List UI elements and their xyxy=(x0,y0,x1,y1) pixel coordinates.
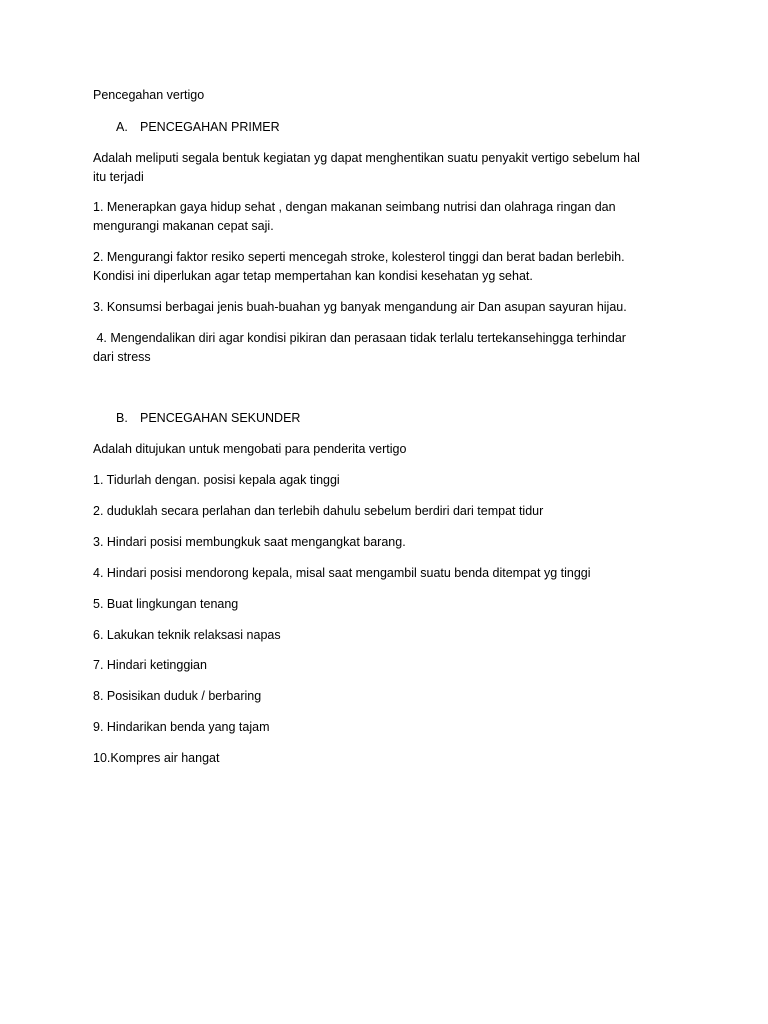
primer-item-1-line: 1. Menerapkan gaya hidup sehat , dengan makanan seimbang nutrisi dan olahraga ringan dan xyxy=(93,200,616,214)
document-title: Pencegahan vertigo xyxy=(93,88,205,102)
primer-item-4-line: dari stress xyxy=(93,350,151,364)
sekunder-item: 7. Hindari ketinggian xyxy=(93,658,207,672)
sekunder-item: 9. Hindarikan benda yang tajam xyxy=(93,720,270,734)
sekunder-item: 8. Posisikan duduk / berbaring xyxy=(93,689,262,703)
primer-item-3-line: 3. Konsumsi berbagai jenis buah-buahan yg banyak mengandung air Dan asupan sayuran hijau. xyxy=(93,300,627,314)
sekunder-item: 3. Hindari posisi membungkuk saat mengangkat barang. xyxy=(93,535,406,549)
sekunder-item: 6. Lakukan teknik relaksasi napas xyxy=(93,628,281,642)
primer-item-2-line: 2. Mengurangi faktor resiko seperti mencegah stroke, kolesterol tinggi dan berat badan berlebih. xyxy=(93,250,625,264)
section-b-intro: Adalah ditujukan untuk mengobati para penderita vertigo xyxy=(93,442,407,456)
section-a-intro-line: Adalah meliputi segala bentuk kegiatan yg dapat menghentikan suatu penyakit vertigo sebelum hal xyxy=(93,151,640,165)
section-a-intro-line: itu terjadi xyxy=(93,170,144,184)
sekunder-item: 1. Tidurlah dengan. posisi kepala agak tinggi xyxy=(93,473,340,487)
primer-item-4-line: 4. Mengendalikan diri agar kondisi pikiran dan perasaan tidak terlalu tertekansehingga terhindar xyxy=(93,331,626,345)
section-a-marker: A. xyxy=(116,120,128,134)
section-a-title: PENCEGAHAN PRIMER xyxy=(140,120,280,134)
sekunder-item: 5. Buat lingkungan tenang xyxy=(93,597,239,611)
primer-item-2-line: Kondisi ini diperlukan agar tetap mempertahan kan kondisi kesehatan yg sehat. xyxy=(93,269,533,283)
sekunder-item: 10.Kompres air hangat xyxy=(93,751,220,765)
section-b-title: PENCEGAHAN SEKUNDER xyxy=(140,411,301,425)
section-b-marker: B. xyxy=(116,411,128,425)
sekunder-item: 4. Hindari posisi mendorong kepala, misal saat mengambil suatu benda ditempat yg tinggi xyxy=(93,566,591,580)
primer-item-1-line: mengurangi makanan cepat saji. xyxy=(93,219,274,233)
sekunder-item: 2. duduklah secara perlahan dan terlebih dahulu sebelum berdiri dari tempat tidur xyxy=(93,504,544,518)
